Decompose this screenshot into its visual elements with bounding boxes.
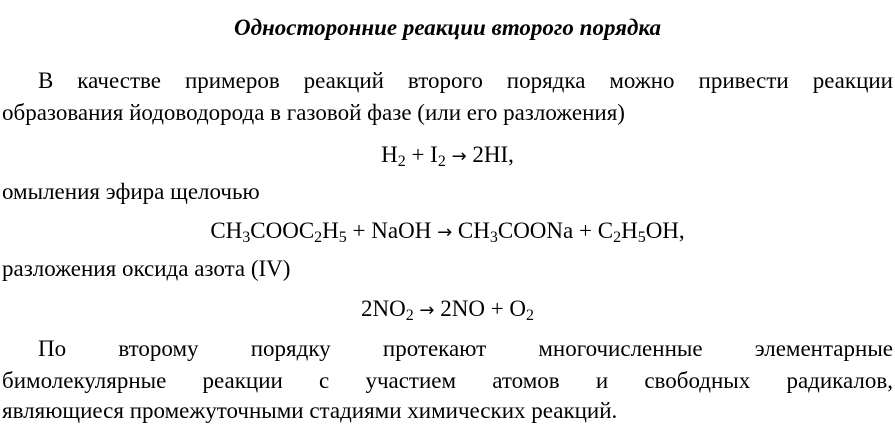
paragraph1-line1: В качестве примеров реакций второго порядка можно привести реакции (38, 68, 893, 93)
eq2-part: H (322, 218, 339, 243)
eq2-part: + NaOH (346, 218, 438, 243)
eq2-sub: 2 (613, 229, 622, 246)
eq2-sub: 3 (489, 229, 498, 246)
text-saponification: омыления эфира щелочью (2, 179, 260, 204)
eq1-h: H (381, 142, 398, 167)
paragraph2-line1: По второму порядку протекают многочисленные элементарные (38, 336, 893, 361)
eq2-sub: 5 (338, 229, 347, 246)
paragraph2-line3: являющиеся промежуточными стадиями химических реакций. (2, 398, 618, 423)
eq1-product: 2HI, (472, 142, 514, 167)
text-decomposition: разложения оксида азота (IV) (2, 256, 291, 281)
reaction-arrow: → (437, 222, 453, 243)
equation-saponification (0, 216, 895, 248)
section-title: Односторонние реакции второго порядка (234, 15, 661, 40)
eq3-sub: 2 (405, 307, 414, 324)
eq2-sub: 3 (242, 229, 251, 246)
paragraph1-line2: образования йодоводорода в газовой фазе (или его разложения) (2, 100, 625, 125)
eq3-sub: 2 (526, 307, 535, 324)
eq2-part: CH (452, 218, 490, 243)
eq2-part: COONa + C (497, 218, 614, 243)
eq3-part: 2NO (360, 296, 406, 321)
equation-hydrogen-iodide (0, 140, 895, 172)
eq2-part: H (621, 218, 638, 243)
eq1-i-sub: 2 (437, 153, 446, 170)
eq2-part: OH, (645, 218, 685, 243)
reaction-arrow: → (413, 300, 441, 321)
eq3-part: 2NO + O (440, 296, 527, 321)
eq2-part: CH (210, 218, 243, 243)
eq1-i: + I (405, 142, 438, 167)
eq2-part: COOC (250, 218, 315, 243)
eq1-h-sub: 2 (397, 153, 406, 170)
eq2-sub: 2 (314, 229, 323, 246)
paragraph2-line2: бимолекулярные реакции с участием атомов и свободных радикалов, (2, 368, 893, 393)
eq2-sub: 5 (637, 229, 646, 246)
equation-nitrogen-oxide (0, 294, 895, 326)
reaction-arrow: → (445, 146, 473, 167)
